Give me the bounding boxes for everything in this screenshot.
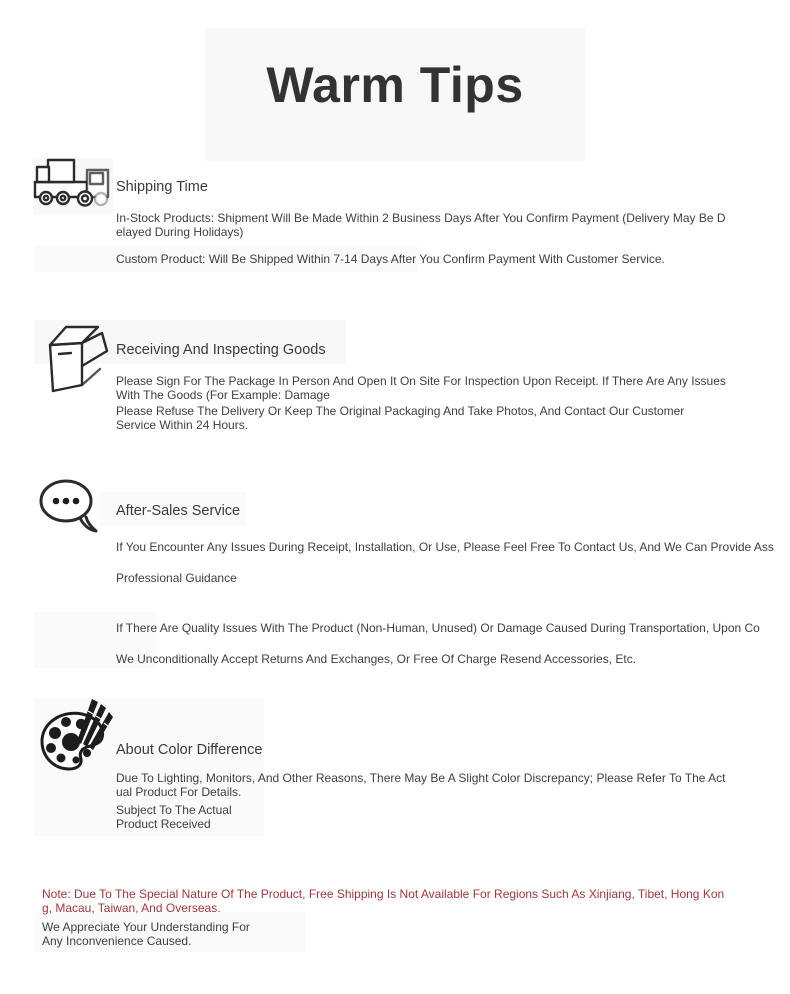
- body-line: Product Received: [116, 817, 211, 831]
- body-line: If There Are Quality Issues With The Product (Non-Human, Unused) Or Damage Caused During Transportation, Upon Co: [116, 621, 760, 635]
- note-line: Any Inconvenience Caused.: [42, 934, 192, 948]
- body-line: elayed During Holidays): [116, 225, 244, 239]
- body-line: Please Sign For The Package In Person And Open It On Site For Inspection Upon Receipt. If There Are Any Issues: [116, 374, 726, 388]
- note-line-red: g, Macau, Taiwan, And Overseas.: [42, 901, 221, 915]
- section-heading-after-sales: After-Sales Service: [116, 503, 241, 519]
- page-title: Warm Tips: [266, 57, 524, 113]
- section-heading-receiving-goods: Receiving And Inspecting Goods: [116, 342, 326, 358]
- chat-bubble-icon: [38, 477, 100, 535]
- paint-palette-icon: [36, 697, 120, 775]
- section-heading-color-difference: About Color Difference: [116, 742, 263, 758]
- note-line-red: Note: Due To The Special Nature Of The Product, Free Shipping Is Not Available For Regions Such As Xinjiang, Tibet, Hong Kon: [42, 887, 725, 901]
- body-line: Custom Product: Will Be Shipped Within 7-14 Days After You Confirm Payment With Customer Service.: [116, 252, 665, 266]
- body-line: Subject To The Actual: [116, 803, 232, 817]
- body-line: Service Within 24 Hours.: [116, 418, 249, 432]
- body-line: We Unconditionally Accept Returns And Exchanges, Or Free Of Charge Resend Accessories, Etc.: [116, 652, 637, 666]
- section-heading-shipping-time: Shipping Time: [116, 179, 208, 195]
- open-box-icon: [40, 321, 112, 399]
- body-line: Due To Lighting, Monitors, And Other Reasons, There May Be A Slight Color Discrepancy; Please Refer To The Act: [116, 771, 726, 785]
- body-line: Please Refuse The Delivery Or Keep The Original Packaging And Take Photos, And Contact Our Customer: [116, 404, 685, 418]
- body-line: ual Product For Details.: [116, 785, 242, 799]
- body-line: Professional Guidance: [116, 571, 237, 585]
- body-line: In-Stock Products: Shipment Will Be Made Within 2 Business Days After You Confirm Payment (Delivery May Be D: [116, 211, 726, 225]
- body-line: If You Encounter Any Issues During Receipt, Installation, Or Use, Please Feel Free To Contact Us, And We Can Provide Ass: [116, 540, 774, 554]
- body-line: With The Goods (For Example: Damage: [116, 388, 330, 402]
- truck-icon: [33, 157, 113, 207]
- note-line: We Appreciate Your Understanding For: [42, 920, 250, 934]
